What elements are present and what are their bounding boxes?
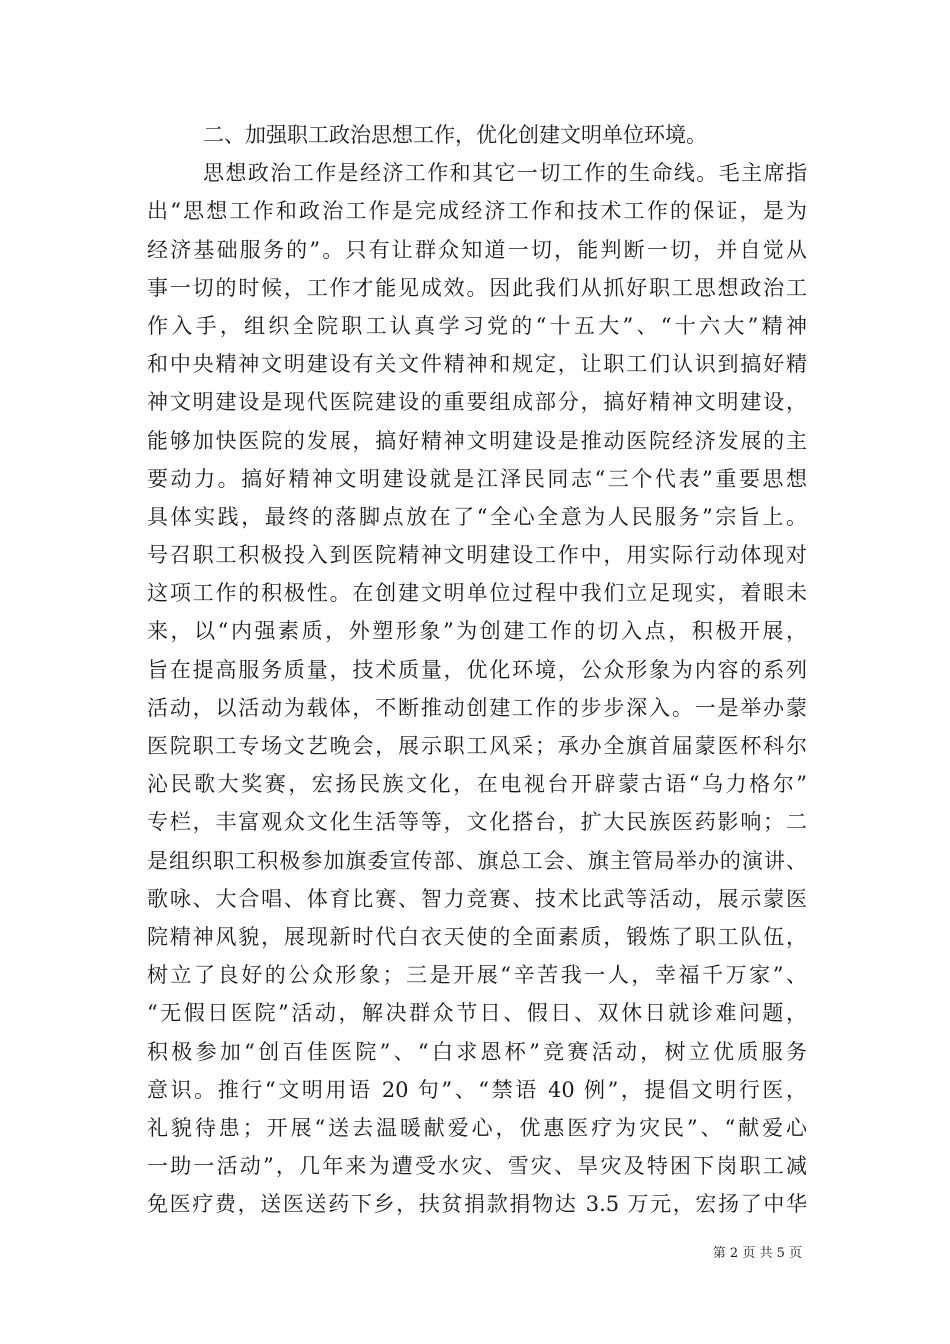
- paragraph-line: 号召职工积极投入到医院精神文明建设工作中，用实际行动体现对: [147, 543, 807, 568]
- paragraph-line: 免医疗费，送医送药下乡，扶贫捐款捐物达 3.5 万元，宏扬了中华: [147, 1192, 807, 1217]
- paragraph-line: 能够加快医院的发展，搞好精神文明建设是推动医院经济发展的主: [147, 428, 807, 453]
- paragraph-line: 沁民歌大奖赛，宏扬民族文化，在电视台开辟蒙古语“乌力格尔”: [147, 772, 807, 797]
- paragraph-line: 医院职工专场文艺晚会，展示职工风采；承办全旗首届蒙医杯科尔: [147, 734, 807, 758]
- document-body: [147, 116, 807, 1223]
- paragraph-line: 树立了良好的公众形象；三是开展“辛苦我一人，幸福千万家”、: [147, 963, 807, 988]
- paragraph-line: 来，以“内强素质，外塑形象”为创建工作的切入点，积极开展，: [147, 619, 807, 644]
- paragraph-line: 经济基础服务的”。只有让群众知道一切，能判断一切，并自觉从: [147, 237, 807, 262]
- paragraph-line: 活动，以活动为载体，不断推动创建工作的步步深入。一是举办蒙: [147, 695, 807, 720]
- paragraph-line: 出“思想工作和政治工作是完成经济工作和技术工作的保证，是为: [147, 199, 807, 224]
- paragraph-line: 具体实践，最终的落脚点放在了“全心全意为人民服务”宗旨上。: [147, 504, 807, 529]
- paragraph-line: 积极参加“创百佳医院”、“白求恩杯”竞赛活动，树立优质服务: [147, 1039, 807, 1064]
- paragraph-line: 一助一活动”，几年来为遭受水灾、雪灾、旱灾及特困下岗职工减: [147, 1154, 807, 1179]
- paragraph-line: 旨在提高服务质量，技术质量，优化环境，公众形象为内容的系列: [147, 657, 807, 682]
- paragraph-line: 事一切的时候，工作才能见成效。因此我们从抓好职工思想政治工: [147, 275, 807, 300]
- paragraph-line: 作入手，组织全院职工认真学习党的“十五大”、“十六大”精神: [147, 313, 807, 338]
- paragraph-line: 礼貌待患；开展“送去温暖献爱心，优惠医疗为灾民”、“献爱心: [147, 1115, 807, 1140]
- paragraph-line: 这项工作的积极性。在创建文明单位过程中我们立足现实，着眼未: [147, 581, 807, 606]
- paragraph-line: 思想政治工作是经济工作和其它一切工作的生命线。毛主席指: [203, 161, 807, 186]
- paragraph-line: 神文明建设是现代医院建设的重要组成部分，搞好精神文明建设，: [147, 390, 807, 415]
- page-number: 第 2 页 共 5 页: [712, 1246, 802, 1261]
- paragraph-line: 院精神风貌，展现新时代白衣天使的全面素质，锻炼了职工队伍，: [147, 924, 807, 949]
- paragraph-line: 是组织职工积极参加旗委宣传部、旗总工会、旗主管局举办的演讲、: [147, 848, 807, 873]
- paragraph-line: “无假日医院”活动，解决群众节日、假日、双休日就诊难问题，: [147, 1001, 807, 1026]
- paragraph-line: 意识。推行“文明用语 20 句”、“禁语 40 例”，提倡文明行医，: [147, 1077, 807, 1102]
- paragraph-line: 要动力。搞好精神文明建设就是江泽民同志“三个代表”重要思想: [147, 466, 807, 491]
- paragraph-line: 和中央精神文明建设有关文件精神和规定，让职工们认识到搞好精: [147, 352, 807, 377]
- section-heading: 二、加强职工政治思想工作，优化创建文明单位环境。: [203, 123, 707, 147]
- paragraph-line: 歌咏、大合唱、体育比赛、智力竞赛、技术比武等活动，展示蒙医: [147, 886, 807, 911]
- paragraph-line: 专栏，丰富观众文化生活等等，文化搭台，扩大民族医药影响；二: [147, 810, 807, 835]
